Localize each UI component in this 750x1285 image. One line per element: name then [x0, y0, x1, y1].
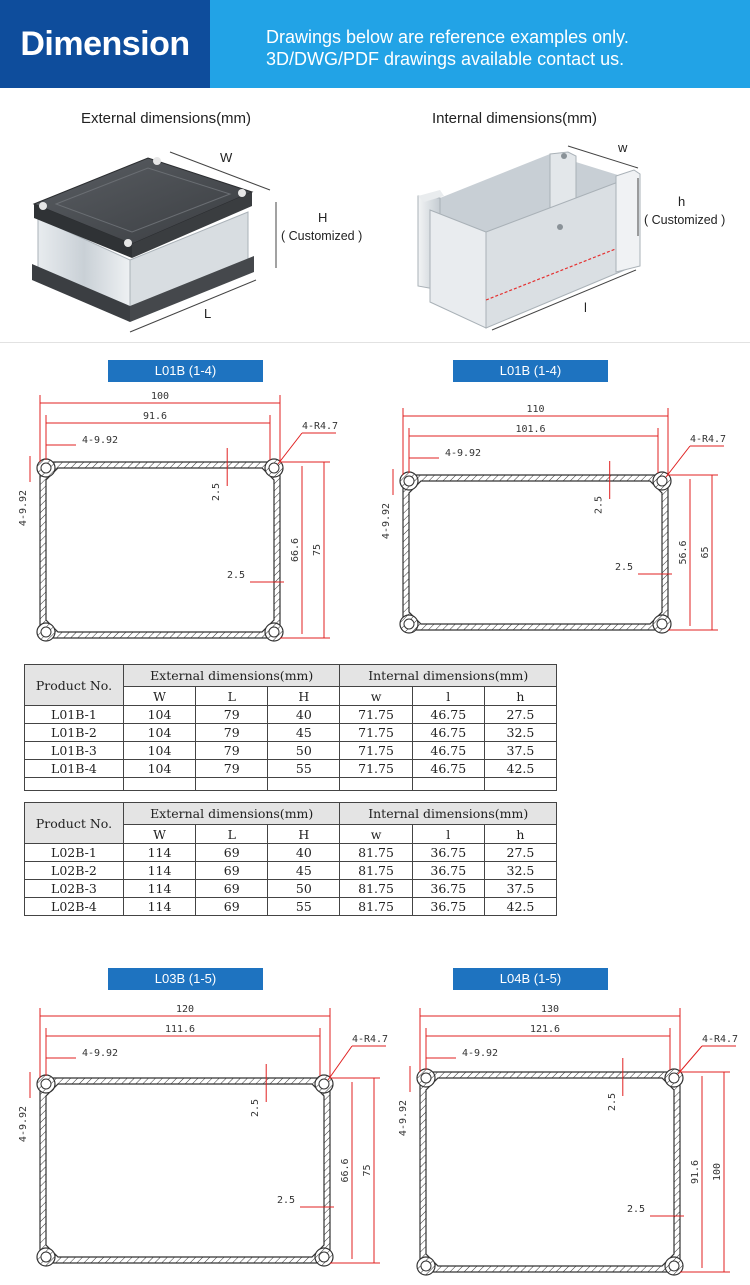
cell: 36.75 [412, 898, 484, 916]
cell: 32.5 [484, 862, 556, 880]
table-row [25, 724, 557, 742]
profile-drawing-L01B-a [0, 390, 375, 650]
col-W: W [123, 825, 195, 844]
profile-drawing-L04B [375, 1000, 750, 1285]
dim-outer-height: 65 [700, 546, 711, 559]
dim-corner-radius: 4-R4.7 [351, 1034, 389, 1045]
corner-hole [319, 1079, 329, 1089]
table-external-header: External dimensions(mm) [123, 665, 340, 687]
dim-outer-width: 130 [540, 1004, 560, 1015]
corner-hole [404, 619, 414, 629]
cell: 81.75 [340, 862, 412, 880]
table-product-header: Product No. [25, 665, 124, 706]
corner-hole [41, 1079, 51, 1089]
cell: 79 [196, 706, 268, 724]
dim-hole-top: 4-9.92 [461, 1048, 499, 1059]
corner-hole [319, 1252, 329, 1262]
ext-H-label: H [318, 210, 328, 225]
col-h: h [484, 825, 556, 844]
cell: 114 [123, 880, 195, 898]
table-internal-header: Internal dimensions(mm) [340, 803, 557, 825]
profile-drawing-L03B [0, 1000, 389, 1275]
corner-hole [657, 476, 667, 486]
corner-hole [41, 1252, 51, 1262]
cell: 32.5 [484, 724, 556, 742]
cell: 79 [196, 760, 268, 778]
int-h-label: h [678, 194, 686, 209]
corner-hole [41, 463, 51, 473]
cell: 50 [268, 880, 340, 898]
cell: 40 [268, 844, 340, 862]
col-L: L [196, 687, 268, 706]
dim-inner-height: 56.6 [678, 540, 689, 565]
cell: 36.75 [412, 844, 484, 862]
dim-inner-width: 121.6 [529, 1024, 561, 1035]
internal-dimensions-label: Internal dimensions(mm) [432, 110, 598, 127]
leader-radius [666, 446, 690, 477]
corner-hole [41, 627, 51, 637]
cell: 45 [268, 724, 340, 742]
int-w-label: w [618, 140, 628, 155]
cell: 114 [123, 844, 195, 862]
ext-W-label: W [220, 150, 233, 165]
external-enclosure-illustration [20, 140, 390, 340]
cell: L02B-4 [25, 898, 124, 916]
dim-inner-width: 91.6 [142, 411, 168, 422]
cell: 36.75 [412, 862, 484, 880]
table-internal-header: Internal dimensions(mm) [340, 665, 557, 687]
dim-outer-height: 75 [362, 1164, 373, 1177]
cell: 55 [268, 898, 340, 916]
col-L: L [196, 825, 268, 844]
dim-hole-top: 4-9.92 [444, 448, 482, 459]
table-row [25, 706, 557, 724]
cell: L01B-2 [25, 724, 124, 742]
cell: 71.75 [340, 706, 412, 724]
cell: L02B-1 [25, 844, 124, 862]
ext-customized-label: ( Customized ) [281, 229, 363, 243]
dim-inner-height: 91.6 [690, 1159, 701, 1185]
header-banner [0, 0, 750, 88]
dim-inner-width: 101.6 [515, 424, 546, 435]
cell: 27.5 [484, 844, 556, 862]
cell: 37.5 [484, 742, 556, 760]
cell: 46.75 [412, 760, 484, 778]
header-title-block [0, 0, 210, 88]
corner-hole [269, 463, 279, 473]
cell: 71.75 [340, 760, 412, 778]
cell: 27.5 [484, 706, 556, 724]
table-row [25, 862, 557, 880]
cell: 104 [123, 742, 195, 760]
table-row [25, 760, 557, 778]
corner-hole [669, 1073, 679, 1083]
page-title: Dimension [20, 25, 190, 63]
dim-wall-top: 2.5 [606, 1092, 618, 1112]
profile-wall [40, 1078, 330, 1263]
cell: 114 [123, 862, 195, 880]
table-external-header: External dimensions(mm) [123, 803, 340, 825]
external-dimensions-label: External dimensions(mm) [81, 110, 252, 127]
cell: 45 [268, 862, 340, 880]
col-H: H [268, 687, 340, 706]
dim-wall-side: 2.5 [226, 570, 246, 581]
table-row [25, 880, 557, 898]
dim-outer-width: 120 [175, 1004, 195, 1015]
profile-drawing-L01B-b [375, 400, 750, 640]
corner-hole [421, 1073, 431, 1083]
cell: L02B-3 [25, 880, 124, 898]
dim-wall-side: 2.5 [276, 1195, 296, 1206]
leader-radius [678, 1046, 702, 1074]
internal-enclosure-illustration [400, 140, 750, 340]
col-l: l [412, 687, 484, 706]
cell: L01B-1 [25, 706, 124, 724]
dim-hole-left: 4-9.92 [381, 502, 392, 540]
col-w: w [340, 687, 412, 706]
col-h: h [484, 687, 556, 706]
dim-corner-radius: 4-R4.7 [689, 434, 727, 445]
cell: 114 [123, 898, 195, 916]
cell: 37.5 [484, 880, 556, 898]
ext-L-label: L [204, 306, 212, 321]
cell: L01B-4 [25, 760, 124, 778]
cell: L01B-3 [25, 742, 124, 760]
drawing-badge-3: L03B (1-5) [108, 968, 263, 990]
dim-corner-radius: 4-R4.7 [301, 421, 339, 432]
cell: 50 [268, 742, 340, 760]
cell: L02B-2 [25, 862, 124, 880]
cell: 104 [123, 760, 195, 778]
cell: 55 [268, 760, 340, 778]
corner-hole [269, 627, 279, 637]
cell: 69 [196, 844, 268, 862]
cell: 40 [268, 706, 340, 724]
spec-table-L01B [24, 664, 557, 791]
dim-wall-side: 2.5 [626, 1204, 646, 1215]
corner-hole [404, 476, 414, 486]
table-row [25, 742, 557, 760]
cell: 69 [196, 898, 268, 916]
drawing-badge-1: L01B (1-4) [108, 360, 263, 382]
dim-hole-top: 4-9.92 [81, 435, 119, 446]
leader-radius [278, 433, 302, 464]
cell: 81.75 [340, 844, 412, 862]
cell: 79 [196, 724, 268, 742]
cell: 79 [196, 742, 268, 760]
dim-wall-top: 2.5 [593, 495, 605, 515]
profile-wall [420, 1072, 680, 1272]
cell: 42.5 [484, 898, 556, 916]
cell: 104 [123, 706, 195, 724]
dim-hole-left: 4-9.92 [18, 489, 29, 527]
dim-wall-side: 2.5 [614, 562, 634, 573]
dim-corner-radius: 4-R4.7 [701, 1034, 739, 1045]
dim-inner-height: 66.6 [340, 1158, 351, 1183]
dim-outer-width: 110 [526, 404, 545, 415]
dim-wall-top: 2.5 [211, 482, 223, 502]
cell: 81.75 [340, 880, 412, 898]
cell: 71.75 [340, 742, 412, 760]
corner-hole [421, 1261, 431, 1271]
spec-table-L02B [24, 802, 557, 916]
cell: 46.75 [412, 742, 484, 760]
col-w: w [340, 825, 412, 844]
dim-wall-top: 2.5 [250, 1098, 262, 1118]
int-l-label: l [584, 300, 587, 315]
section-divider [0, 342, 750, 343]
dim-hole-top: 4-9.92 [81, 1048, 119, 1059]
dim-inner-width: 111.6 [164, 1024, 196, 1035]
dim-outer-width: 100 [150, 391, 170, 402]
col-H: H [268, 825, 340, 844]
header-note-line-2: 3D/DWG/PDF drawings available contact us. [266, 49, 625, 69]
table-spacer-row [25, 778, 557, 791]
header-note-line-1: Drawings below are reference examples only. [266, 27, 629, 47]
dim-outer-height: 100 [712, 1162, 723, 1182]
table-row [25, 898, 557, 916]
corner-hole [669, 1261, 679, 1271]
dim-hole-left: 4-9.92 [18, 1105, 29, 1143]
table-product-header: Product No. [25, 803, 124, 844]
dim-hole-left: 4-9.92 [398, 1099, 409, 1137]
col-W: W [123, 687, 195, 706]
drawing-badge-2: L01B (1-4) [453, 360, 608, 382]
cell: 36.75 [412, 880, 484, 898]
cell: 46.75 [412, 706, 484, 724]
cell: 69 [196, 880, 268, 898]
cell: 42.5 [484, 760, 556, 778]
col-l: l [412, 825, 484, 844]
cell: 46.75 [412, 724, 484, 742]
dim-inner-height: 66.6 [290, 537, 301, 563]
drawing-badge-4: L04B (1-5) [453, 968, 608, 990]
table-row [25, 844, 557, 862]
cell: 71.75 [340, 724, 412, 742]
corner-hole [657, 619, 667, 629]
profile-wall [403, 475, 668, 630]
cell: 104 [123, 724, 195, 742]
dim-outer-height: 75 [312, 543, 323, 557]
int-customized-label: ( Customized ) [644, 213, 726, 227]
cell: 69 [196, 862, 268, 880]
leader-radius [328, 1046, 352, 1080]
cell: 81.75 [340, 898, 412, 916]
profile-wall [40, 462, 280, 638]
